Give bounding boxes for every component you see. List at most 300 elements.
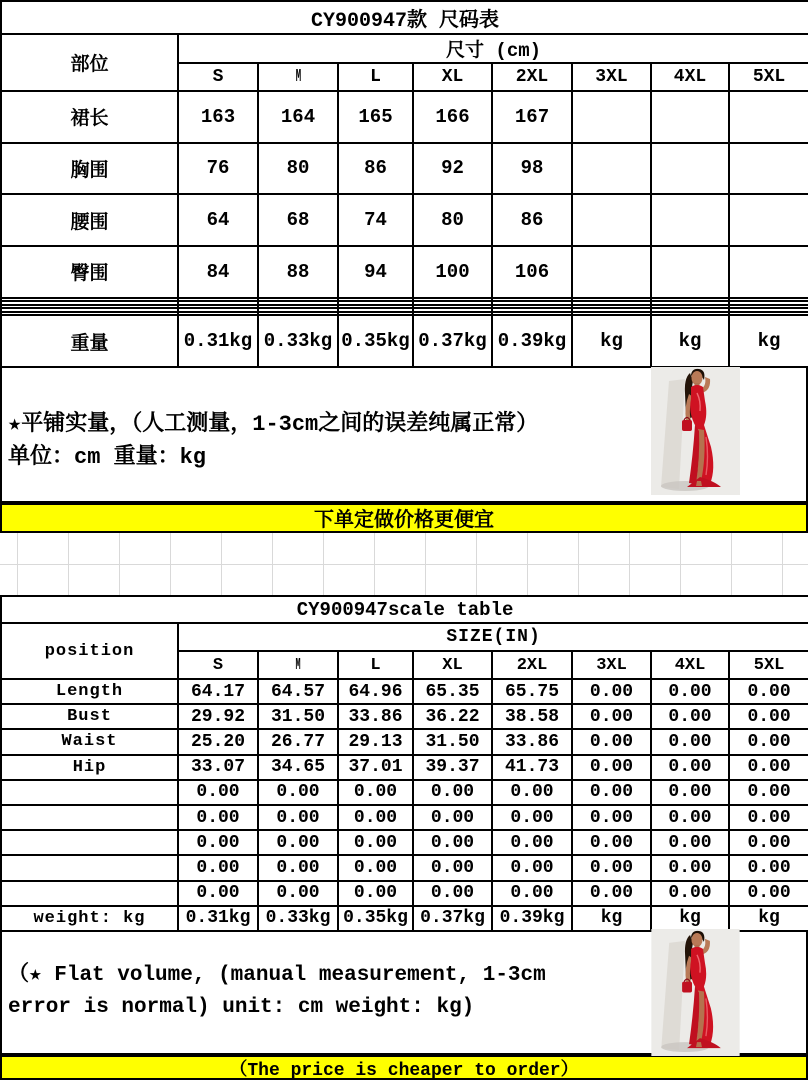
cell bbox=[651, 91, 729, 143]
cell-text: 29.13 bbox=[348, 731, 403, 752]
cell-text: 26.77 bbox=[270, 731, 325, 752]
cell bbox=[572, 91, 651, 143]
cell bbox=[413, 805, 492, 830]
cell-text: 0.39kg bbox=[497, 330, 567, 353]
size-col-header-text: 3XL bbox=[595, 67, 628, 87]
row-label-text: Waist bbox=[61, 732, 118, 752]
promo-banner-en: （The price is cheaper to order） bbox=[0, 1055, 808, 1080]
cell-text: 41.73 bbox=[504, 757, 559, 778]
cell bbox=[338, 855, 413, 880]
row-label bbox=[1, 315, 178, 367]
cell bbox=[178, 780, 258, 805]
size-col-header bbox=[338, 63, 413, 91]
corner-label-text: 部位 bbox=[70, 54, 109, 76]
cell-text: 68 bbox=[286, 209, 310, 232]
cell bbox=[178, 194, 258, 246]
cell-text: 34.65 bbox=[270, 757, 325, 778]
size-col-header-text: 2XL bbox=[516, 655, 548, 675]
cell-text: 0.00 bbox=[747, 681, 791, 702]
cell bbox=[258, 704, 338, 729]
cell-text: 0.00 bbox=[668, 681, 712, 702]
cell bbox=[258, 881, 338, 906]
cell bbox=[258, 679, 338, 704]
cell bbox=[492, 315, 572, 367]
cell bbox=[651, 729, 729, 754]
cell bbox=[413, 679, 492, 704]
table-unit-header-row bbox=[1, 623, 808, 651]
cell bbox=[338, 805, 413, 830]
cell-text: 33.86 bbox=[348, 706, 403, 727]
cell bbox=[338, 315, 413, 367]
row-label bbox=[1, 780, 178, 805]
cell-text: 0.37kg bbox=[420, 908, 485, 929]
cell bbox=[338, 194, 413, 246]
cell bbox=[729, 679, 808, 704]
cell bbox=[492, 194, 572, 246]
size-unit-header-text: SIZE(IN) bbox=[446, 627, 541, 647]
cell-text: 64.57 bbox=[270, 681, 325, 702]
cell-text: 39.37 bbox=[425, 757, 480, 778]
size-col-header bbox=[413, 63, 492, 91]
cell bbox=[258, 780, 338, 805]
cell-text: 0.00 bbox=[353, 782, 398, 803]
cell bbox=[338, 143, 413, 195]
cell bbox=[178, 246, 258, 298]
size-col-header bbox=[178, 63, 258, 91]
cell bbox=[258, 194, 338, 246]
cell bbox=[413, 143, 492, 195]
table-unit-header-row bbox=[1, 34, 808, 63]
cell bbox=[651, 143, 729, 195]
cell bbox=[572, 780, 651, 805]
cell-text: 100 bbox=[435, 260, 470, 283]
table-row bbox=[1, 906, 808, 931]
size-unit-header bbox=[178, 34, 808, 63]
cell bbox=[492, 805, 572, 830]
cell bbox=[572, 755, 651, 780]
cell bbox=[338, 91, 413, 143]
cell-text: 0.00 bbox=[353, 857, 398, 878]
cell bbox=[729, 755, 808, 780]
table-title-row bbox=[1, 1, 808, 34]
cell bbox=[338, 729, 413, 754]
cell-text: 0.00 bbox=[747, 832, 791, 853]
size-col-header-text: M bbox=[295, 67, 301, 87]
cell bbox=[729, 855, 808, 880]
cell-text: kg bbox=[678, 330, 702, 353]
cell-text: 0.31kg bbox=[183, 330, 253, 353]
cell bbox=[413, 780, 492, 805]
note-cn-line2: 单位：cm 重量：kg bbox=[8, 445, 207, 470]
cell-text: 0.00 bbox=[589, 757, 634, 778]
measurement-note-cn bbox=[8, 408, 538, 474]
table-row bbox=[1, 246, 808, 298]
size-col-header-text: M bbox=[295, 655, 301, 675]
corner-label bbox=[1, 34, 178, 91]
size-table-cn bbox=[0, 0, 808, 368]
cell-text: 76 bbox=[206, 157, 230, 180]
size-table-en bbox=[0, 595, 808, 932]
cell bbox=[492, 704, 572, 729]
cell bbox=[413, 881, 492, 906]
row-label-text: 臀围 bbox=[70, 263, 109, 286]
cell-text: 0.00 bbox=[196, 883, 240, 904]
cell-text: 0.00 bbox=[276, 782, 320, 803]
size-col-header-text: 2XL bbox=[515, 67, 549, 87]
cell-text: 65.75 bbox=[504, 681, 559, 702]
cell bbox=[413, 830, 492, 855]
cell bbox=[492, 855, 572, 880]
table-row bbox=[1, 679, 808, 704]
size-col-header bbox=[258, 63, 338, 91]
cell-text: kg bbox=[758, 908, 780, 929]
cell-text: 0.00 bbox=[589, 807, 634, 828]
cell-text: 84 bbox=[206, 260, 230, 283]
cell-text: 0.00 bbox=[510, 883, 554, 904]
cell-text: 86 bbox=[520, 209, 544, 232]
cell bbox=[572, 704, 651, 729]
cell bbox=[413, 91, 492, 143]
cell bbox=[338, 679, 413, 704]
cell bbox=[413, 704, 492, 729]
cell bbox=[572, 194, 651, 246]
cell bbox=[178, 855, 258, 880]
cell-text: 163 bbox=[200, 105, 236, 128]
cell-text: 92 bbox=[441, 157, 464, 180]
cell-text: 80 bbox=[441, 209, 464, 232]
cell-text: 31.50 bbox=[270, 706, 325, 727]
cell-text: kg bbox=[600, 908, 623, 929]
cell-text: 25.20 bbox=[190, 731, 245, 752]
cell-text: kg bbox=[600, 330, 623, 353]
cell-text: 167 bbox=[514, 105, 550, 128]
size-col-header bbox=[651, 63, 729, 91]
cell bbox=[413, 906, 492, 931]
cell-text: 0.00 bbox=[276, 832, 320, 853]
table-row bbox=[1, 881, 808, 906]
measurement-note-en bbox=[8, 960, 546, 1023]
cell bbox=[492, 91, 572, 143]
cell-text: 64 bbox=[206, 209, 230, 232]
cell bbox=[651, 830, 729, 855]
row-label bbox=[1, 906, 178, 931]
cell bbox=[572, 315, 651, 367]
row-label-text: 裙长 bbox=[70, 108, 109, 131]
product-photo-red-dress bbox=[651, 929, 740, 1056]
cell-text: 0.00 bbox=[589, 681, 634, 702]
cell-text: 86 bbox=[364, 157, 387, 180]
cell bbox=[492, 755, 572, 780]
cell bbox=[338, 830, 413, 855]
size-col-header-text: XL bbox=[441, 67, 464, 87]
cell bbox=[178, 805, 258, 830]
cell bbox=[651, 194, 729, 246]
cell-text: 106 bbox=[514, 260, 550, 283]
table-title bbox=[1, 1, 808, 34]
cell bbox=[258, 906, 338, 931]
note-en-line2: error is normal) unit: cm weight: kg) bbox=[8, 995, 475, 1019]
row-label bbox=[1, 881, 178, 906]
cell-text: 0.35kg bbox=[343, 908, 408, 929]
cell-text: 74 bbox=[364, 209, 387, 232]
cell bbox=[258, 805, 338, 830]
cell-text: 0.00 bbox=[353, 883, 398, 904]
cell-text: 166 bbox=[435, 105, 470, 128]
cell-text: 0.00 bbox=[589, 706, 634, 727]
cell bbox=[729, 780, 808, 805]
cell bbox=[258, 755, 338, 780]
cell bbox=[492, 780, 572, 805]
cell bbox=[651, 881, 729, 906]
cell-text: 31.50 bbox=[425, 731, 480, 752]
size-col-header bbox=[572, 651, 651, 679]
cell-text: 65.35 bbox=[425, 681, 480, 702]
cell-text: 98 bbox=[520, 157, 544, 180]
cell bbox=[338, 755, 413, 780]
cell bbox=[178, 755, 258, 780]
table-row bbox=[1, 729, 808, 754]
cell bbox=[492, 679, 572, 704]
cell bbox=[651, 679, 729, 704]
row-label bbox=[1, 855, 178, 880]
row-label bbox=[1, 246, 178, 298]
cell-text: 0.00 bbox=[276, 883, 320, 904]
cell bbox=[651, 315, 729, 367]
cell-text: 0.00 bbox=[430, 807, 475, 828]
cell bbox=[178, 729, 258, 754]
cell-text: 64.96 bbox=[348, 681, 403, 702]
cell bbox=[572, 679, 651, 704]
cell bbox=[492, 881, 572, 906]
table-row bbox=[1, 755, 808, 780]
cell-text: 0.00 bbox=[510, 857, 554, 878]
cell bbox=[729, 194, 808, 246]
cell-text: 0.00 bbox=[589, 782, 634, 803]
cell-text: 0.00 bbox=[589, 731, 634, 752]
size-col-header-text: XL bbox=[442, 655, 463, 675]
cell-text: 0.00 bbox=[668, 883, 712, 904]
row-label-text: weight: kg bbox=[33, 908, 146, 928]
cell-text: 0.39kg bbox=[499, 908, 565, 929]
row-label bbox=[1, 679, 178, 704]
cell bbox=[258, 729, 338, 754]
row-label-text: Bust bbox=[67, 707, 112, 727]
cell-text: 0.00 bbox=[353, 807, 398, 828]
size-col-header-text: 5XL bbox=[752, 67, 786, 87]
size-col-header-text: 4XL bbox=[673, 67, 707, 87]
cell-text: kg bbox=[757, 330, 781, 353]
cell-text: 0.31kg bbox=[185, 908, 251, 929]
size-col-header bbox=[729, 651, 808, 679]
cell bbox=[651, 246, 729, 298]
cell bbox=[178, 704, 258, 729]
product-photo-red-dress bbox=[651, 367, 740, 495]
cell bbox=[258, 91, 338, 143]
note-en-line1: （★ Flat volume, (manual measurement, 1-3cm bbox=[8, 964, 546, 987]
cell bbox=[338, 704, 413, 729]
cell-text: 0.00 bbox=[747, 807, 791, 828]
cell bbox=[492, 830, 572, 855]
cell-text: 0.00 bbox=[589, 832, 634, 853]
cell-text: 0.00 bbox=[276, 807, 320, 828]
cell bbox=[572, 246, 651, 298]
cell bbox=[258, 830, 338, 855]
cell bbox=[338, 906, 413, 931]
cell-text: 0.00 bbox=[747, 757, 791, 778]
table-row bbox=[1, 194, 808, 246]
cell bbox=[413, 194, 492, 246]
row-label-text: 胸围 bbox=[70, 159, 109, 182]
cell bbox=[492, 729, 572, 754]
cell bbox=[651, 704, 729, 729]
cell bbox=[258, 246, 338, 298]
cell bbox=[729, 729, 808, 754]
table-title-text: CY900947款 尺码表 bbox=[311, 9, 500, 33]
size-col-header-text: S bbox=[212, 655, 224, 675]
cell bbox=[338, 246, 413, 298]
size-col-header bbox=[258, 651, 338, 679]
cell bbox=[413, 855, 492, 880]
cell bbox=[729, 830, 808, 855]
cell bbox=[729, 143, 808, 195]
size-col-header-text: L bbox=[370, 655, 381, 675]
cell-text: 0.00 bbox=[196, 857, 240, 878]
row-label bbox=[1, 729, 178, 754]
cell bbox=[572, 830, 651, 855]
cell bbox=[178, 679, 258, 704]
cell-text: 0.00 bbox=[747, 782, 791, 803]
cell-text: 0.00 bbox=[747, 857, 791, 878]
cell bbox=[572, 143, 651, 195]
cell bbox=[413, 755, 492, 780]
row-label bbox=[1, 91, 178, 143]
note-cn-line1: ★平铺实量，（人工测量，1-3cm之间的误差纯属正常） bbox=[8, 412, 539, 437]
cell-text: 0.00 bbox=[668, 731, 712, 752]
cell-text: 0.00 bbox=[196, 807, 240, 828]
cell bbox=[492, 246, 572, 298]
cell-text: 0.00 bbox=[353, 832, 398, 853]
table-row bbox=[1, 855, 808, 880]
cell bbox=[729, 91, 808, 143]
cell bbox=[651, 780, 729, 805]
cell bbox=[178, 830, 258, 855]
size-col-header bbox=[338, 651, 413, 679]
cell-text: 38.58 bbox=[504, 706, 559, 727]
cell bbox=[492, 906, 572, 931]
cell bbox=[413, 315, 492, 367]
row-label bbox=[1, 755, 178, 780]
size-col-header bbox=[178, 651, 258, 679]
cell bbox=[572, 881, 651, 906]
cell-text: 0.00 bbox=[589, 857, 634, 878]
cell bbox=[651, 906, 729, 931]
cell-text: 0.00 bbox=[668, 857, 712, 878]
cell bbox=[178, 881, 258, 906]
table-title-row bbox=[1, 596, 808, 623]
cell bbox=[178, 91, 258, 143]
cell bbox=[178, 143, 258, 195]
cell bbox=[258, 143, 338, 195]
cell-text: 36.22 bbox=[425, 706, 480, 727]
table-title-text: CY900947scale table bbox=[296, 598, 514, 621]
size-col-header bbox=[729, 63, 808, 91]
cell-text: 0.00 bbox=[430, 857, 475, 878]
cell-text: 0.00 bbox=[430, 782, 475, 803]
cell-text: 0.00 bbox=[747, 731, 791, 752]
cell bbox=[729, 704, 808, 729]
cell-text: 88 bbox=[286, 260, 310, 283]
row-label bbox=[1, 704, 178, 729]
cell bbox=[413, 729, 492, 754]
cell-text: 0.00 bbox=[668, 706, 712, 727]
cell-text: 165 bbox=[358, 105, 393, 128]
size-unit-header-text: 尺寸 (cm) bbox=[446, 40, 542, 62]
cell bbox=[651, 855, 729, 880]
table-title bbox=[1, 596, 808, 623]
cell-text: 64.17 bbox=[190, 681, 245, 702]
cell bbox=[572, 729, 651, 754]
corner-label-text: position bbox=[44, 641, 135, 661]
cell bbox=[729, 805, 808, 830]
cell bbox=[572, 855, 651, 880]
note-box-cn bbox=[0, 368, 808, 503]
cell-text: 0.00 bbox=[668, 782, 712, 803]
cell-text: 0.33kg bbox=[263, 330, 333, 353]
cell-text: 0.00 bbox=[747, 883, 791, 904]
cell bbox=[729, 246, 808, 298]
size-col-header bbox=[492, 651, 572, 679]
cell-text: 0.00 bbox=[196, 832, 240, 853]
cell bbox=[651, 805, 729, 830]
cell-text: 0.00 bbox=[668, 807, 712, 828]
cell-text: 0.00 bbox=[430, 832, 475, 853]
cell bbox=[338, 780, 413, 805]
cell-text: 0.33kg bbox=[265, 908, 331, 929]
spreadsheet-gridline-gap bbox=[0, 533, 808, 595]
cell-text: kg bbox=[679, 908, 701, 929]
cell-text: 33.86 bbox=[504, 731, 559, 752]
cell bbox=[492, 143, 572, 195]
table-row bbox=[1, 704, 808, 729]
cell bbox=[258, 315, 338, 367]
table-row bbox=[1, 780, 808, 805]
table-row bbox=[1, 315, 808, 367]
promo-banner-cn: 下单定做价格更便宜 bbox=[0, 503, 808, 533]
cell bbox=[413, 246, 492, 298]
table-row bbox=[1, 143, 808, 195]
row-label-text: 腰围 bbox=[70, 211, 109, 234]
cell-text: 0.00 bbox=[510, 832, 554, 853]
cell-text: 37.01 bbox=[348, 757, 403, 778]
size-unit-header bbox=[178, 623, 808, 651]
size-col-header bbox=[572, 63, 651, 91]
row-label bbox=[1, 830, 178, 855]
table-row bbox=[1, 91, 808, 143]
cell-text: 80 bbox=[286, 157, 310, 180]
size-col-header bbox=[492, 63, 572, 91]
cell bbox=[178, 906, 258, 931]
cell-text: 0.35kg bbox=[341, 330, 410, 353]
cell bbox=[572, 906, 651, 931]
cell-text: 94 bbox=[364, 260, 387, 283]
row-label-text: Length bbox=[55, 682, 124, 702]
row-label-text: 重量 bbox=[70, 332, 109, 355]
cell-text: 0.00 bbox=[668, 757, 712, 778]
cell-text: 0.00 bbox=[510, 807, 554, 828]
cell bbox=[178, 315, 258, 367]
cell bbox=[729, 881, 808, 906]
cell bbox=[729, 906, 808, 931]
